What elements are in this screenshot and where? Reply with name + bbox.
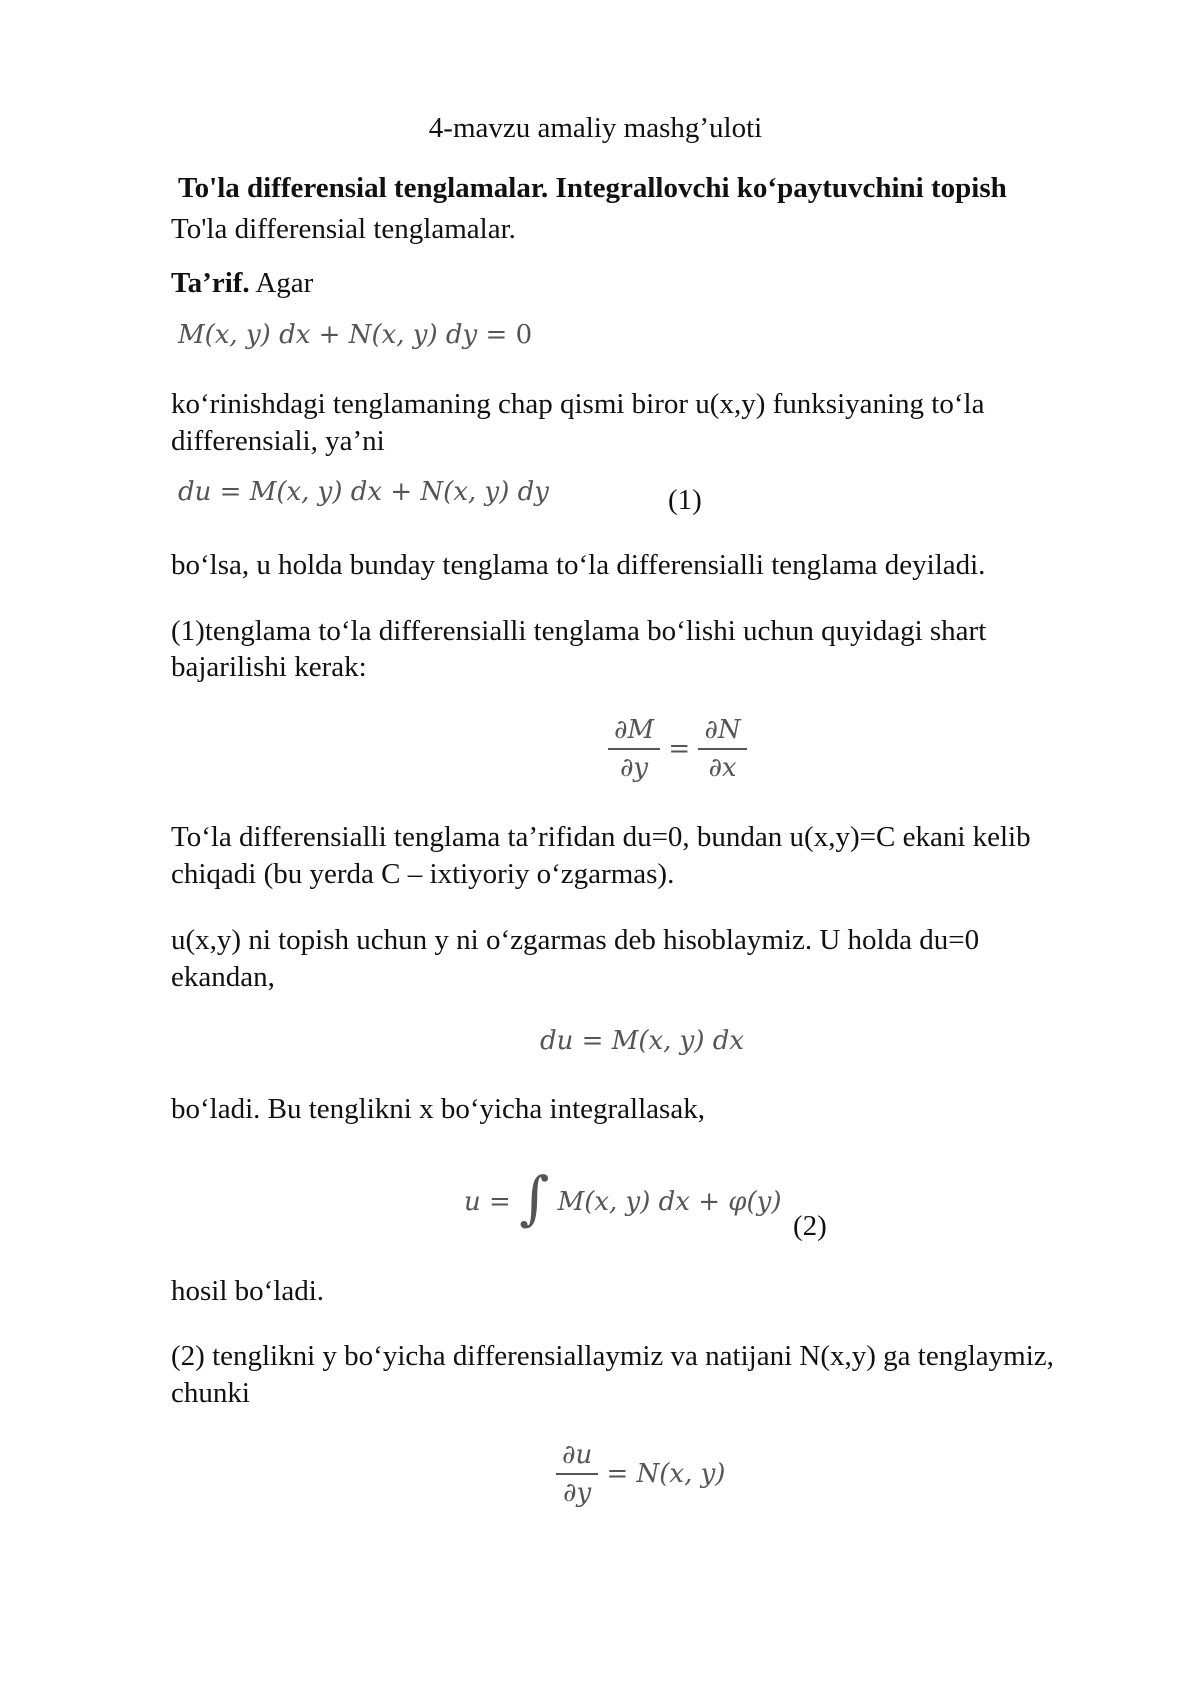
- condition-equals: =: [668, 734, 691, 764]
- eq1-plus: +: [390, 477, 413, 507]
- eqdx-du: du: [540, 1026, 574, 1056]
- equation-du-dx: [540, 1026, 744, 1056]
- paragraph-4-line-2: chiqadi (bu yerda C – ixtiyoriy o‘zgarmas).: [171, 858, 675, 890]
- eq1-du: du: [178, 477, 212, 507]
- eq-main-m: M: [178, 320, 205, 350]
- eq2-plus: +: [698, 1187, 720, 1217]
- equation-2-label: (2): [793, 1210, 827, 1242]
- paragraph-8-line-2: chunki: [171, 1377, 250, 1409]
- equation-1: [178, 477, 549, 507]
- eqdx-args: (x, y): [638, 1026, 705, 1056]
- definition-label: Ta’rif.: [171, 267, 250, 299]
- equation-main: [178, 320, 532, 350]
- eq2-phi-args: (y): [746, 1187, 782, 1217]
- eqdx-equals: =: [581, 1026, 604, 1056]
- final-args: (x, y): [659, 1459, 726, 1489]
- fraction-dx: ∂x: [708, 753, 737, 783]
- eq2-args: (x, y): [584, 1187, 651, 1217]
- eq1-m: M: [249, 477, 277, 507]
- eq-main-dy: dy: [445, 320, 478, 350]
- eq1-args: (x, y): [276, 477, 343, 507]
- eq2-phi: φ: [728, 1187, 747, 1217]
- eq-main-dx: dx: [279, 320, 311, 350]
- paragraph-5-line-1: u(x,y) ni topish uchun y ni o‘zgarmas deb hisoblaymiz. U holda du=0: [171, 924, 980, 956]
- paragraph-7: hosil bo‘ladi.: [171, 1275, 325, 1307]
- page-title: 4-mavzu amaliy mashg’uloti: [428, 112, 763, 144]
- eqdx-m: M: [611, 1026, 639, 1056]
- paragraph-1-line-1: ko‘rinishdagi tenglamaning chap qismi biror u(x,y) funksiyaning to‘la: [171, 388, 985, 420]
- eq2-equals: =: [489, 1187, 511, 1217]
- eq-main-plus: +: [318, 320, 341, 350]
- eq-main-zero: 0: [515, 320, 533, 350]
- fraction-dn: ∂N: [698, 712, 746, 750]
- section-heading: To'la differensial tenglamalar. Integrallovchi ko‘paytuvchini topish: [178, 172, 1007, 204]
- eq-main-equals: =: [485, 320, 508, 350]
- definition-line: [171, 264, 313, 302]
- eq2-u: u: [464, 1187, 481, 1217]
- eq1-dy: dy: [517, 477, 549, 507]
- fraction-dy: ∂y: [619, 753, 649, 783]
- exactness-condition: [608, 712, 747, 786]
- eq1-dx: dx: [350, 477, 383, 507]
- fraction-dy-final: ∂y: [563, 1478, 592, 1508]
- equation-1-label: (1): [668, 484, 702, 516]
- eq1-args-2: (x, y): [443, 477, 510, 507]
- paragraph-5-line-2: ekandan,: [171, 961, 275, 993]
- fraction-dn-dx: [698, 712, 746, 786]
- fraction-du-dy: [556, 1437, 598, 1511]
- paragraph-3-line-1: (1)tenglama to‘la differensialli tenglama bo‘lishi uchun quyidagi shart: [171, 615, 987, 647]
- paragraph-8-line-1: (2) tenglikni y bo‘yicha differensiallaymiz va natijani N(x,y) ga tenglaymiz,: [171, 1340, 1054, 1372]
- equation-2: [464, 1164, 782, 1236]
- eq-main-n: N: [348, 320, 372, 350]
- final-n: N: [636, 1459, 660, 1489]
- paragraph-3-line-2: bajarilishi kerak:: [171, 651, 367, 683]
- paragraph-1-line-2: differensiali, ya’ni: [171, 425, 385, 457]
- definition-text: Agar: [249, 267, 314, 299]
- paragraph-4-line-1: To‘la differensialli tenglama ta’rifidan du=0, bundan u(x,y)=C ekani kelib: [171, 821, 1031, 853]
- eqdx-dx: dx: [712, 1026, 745, 1056]
- equation-final: [556, 1437, 725, 1511]
- eq1-n: N: [420, 477, 444, 507]
- eq2-dx: dx: [658, 1187, 690, 1217]
- eq-main-args-2: (x, y): [371, 320, 438, 350]
- fraction-dm-dy: [608, 712, 660, 786]
- fraction-du: ∂u: [556, 1437, 598, 1475]
- eq2-m: M: [557, 1187, 585, 1217]
- paragraph-2: bo‘lsa, u holda bunday tenglama to‘la differensialli tenglama deyiladi.: [171, 549, 986, 581]
- paragraph-6: bo‘ladi. Bu tenglikni x bo‘yicha integrallasak,: [171, 1093, 705, 1125]
- eq1-equals: =: [219, 477, 242, 507]
- final-equals: =: [606, 1459, 629, 1489]
- eq-main-args: (x, y): [204, 320, 271, 350]
- integral-sign: ∫: [519, 1164, 550, 1232]
- subheading: To'la differensial tenglamalar.: [171, 213, 516, 245]
- fraction-dm: ∂M: [608, 712, 660, 750]
